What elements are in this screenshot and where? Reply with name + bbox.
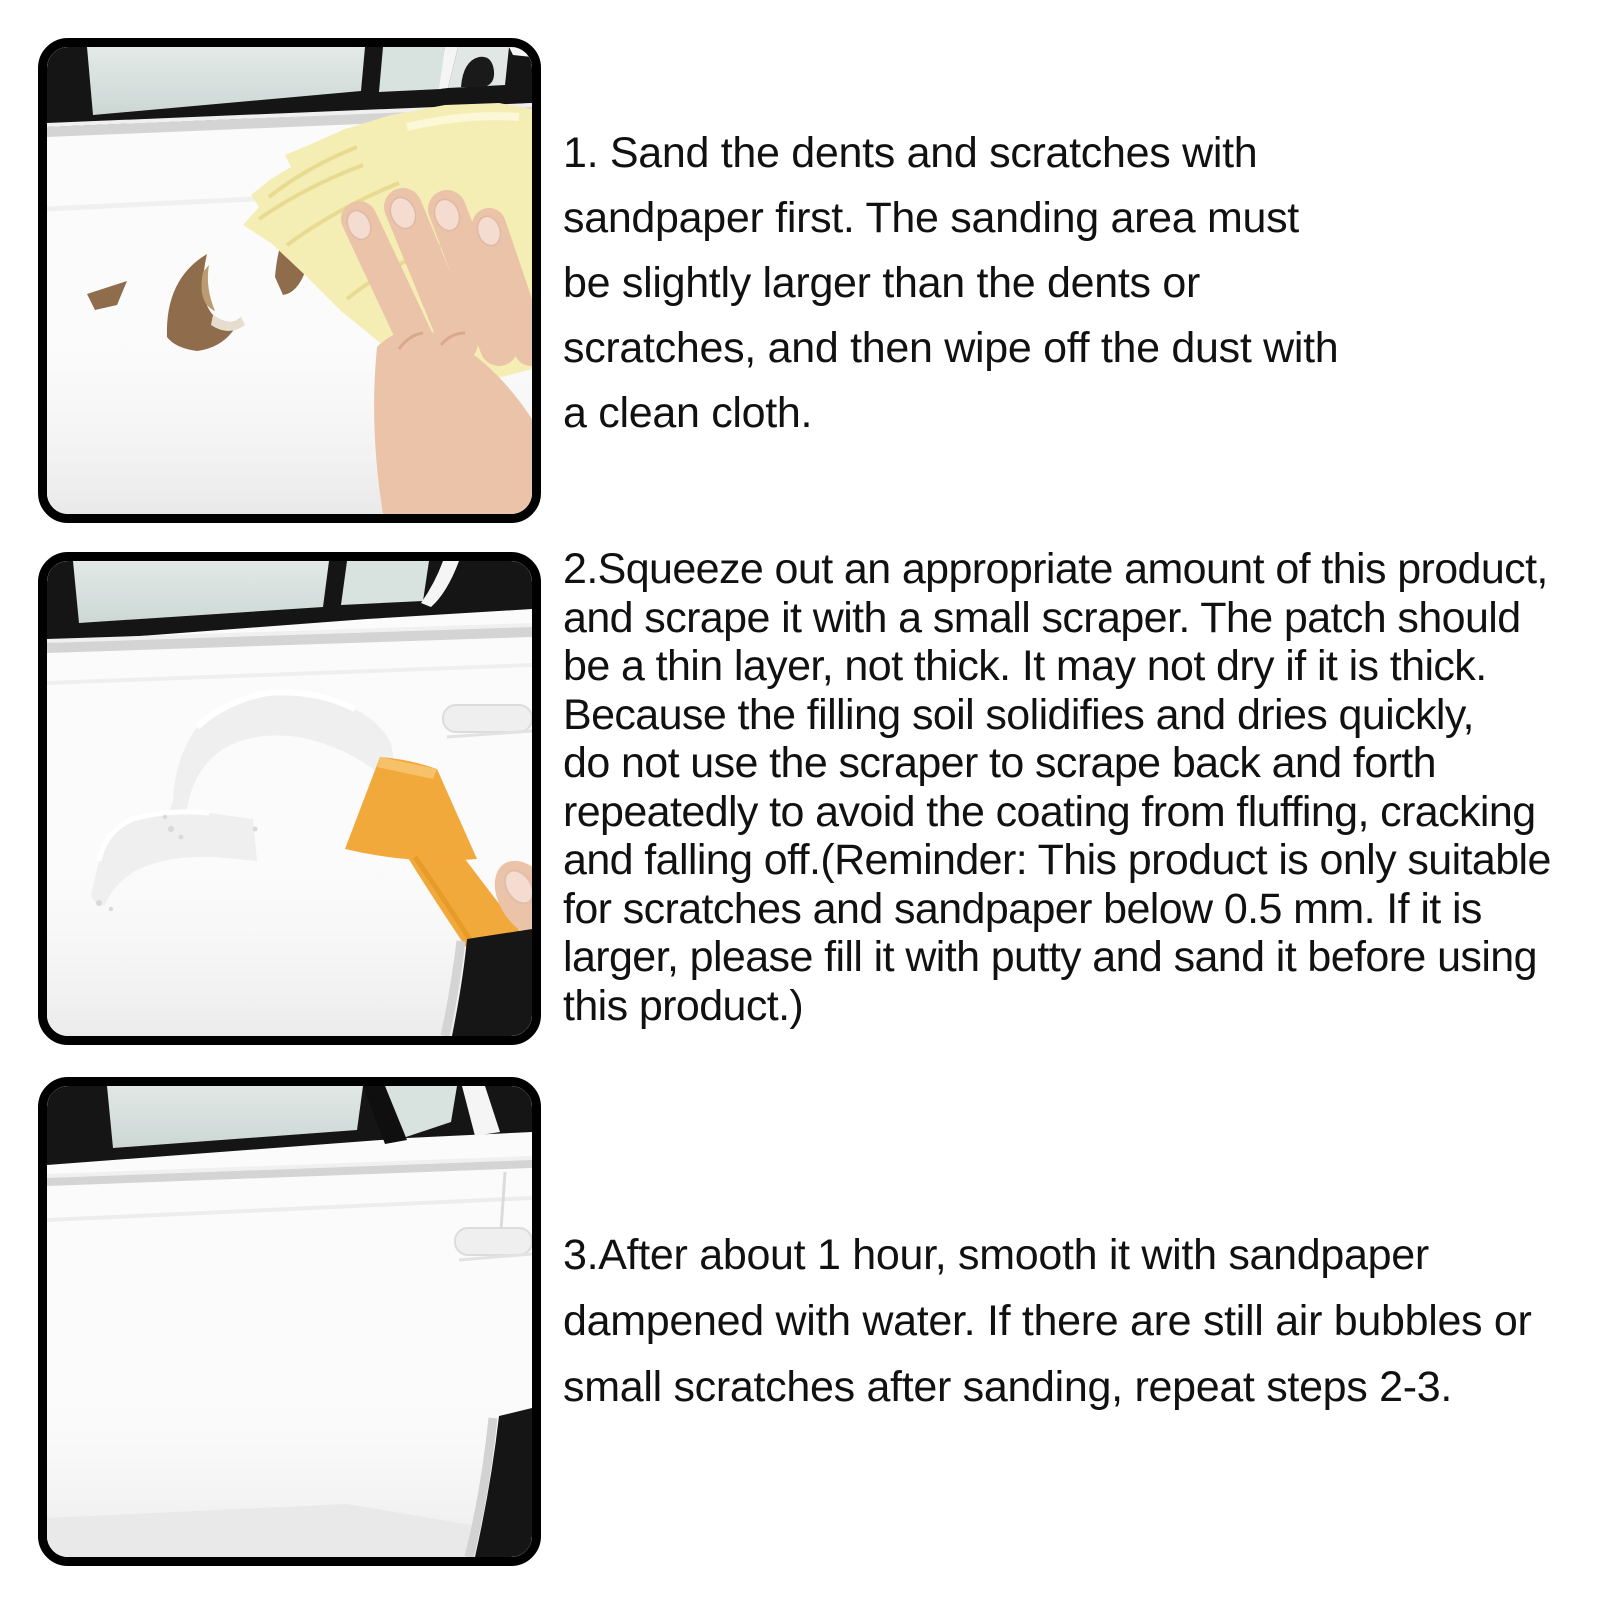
rear-window-glass [379, 47, 445, 92]
step2-text-line: and falling off.(Reminder: This product is only suitable [563, 836, 1551, 884]
step1-text-line: be slightly larger than the dents or [563, 259, 1200, 307]
step2-instructions [563, 545, 1551, 1030]
step2-text-line: for scratches and sandpaper below 0.5 mm. If it is [563, 884, 1482, 933]
step3-photo-frame [38, 1077, 541, 1566]
step2-text-line: larger, please fill it with putty and sand it before using [563, 933, 1537, 981]
door-handle [455, 1228, 532, 1255]
step1-photo-car-door-wiping [47, 47, 532, 514]
step1-instructions [563, 121, 1338, 446]
step3-photo-clean-door [47, 1086, 532, 1557]
step3-text-line: dampened with water. If there are still air bubbles or [563, 1297, 1532, 1345]
step2-text-line: be a thin layer, not thick. It may not dry if it is thick. [563, 642, 1487, 690]
step2-photo-frame [38, 552, 541, 1045]
step1-photo-frame [38, 38, 541, 523]
step1-text-line: sandpaper first. The sanding area must [563, 194, 1299, 242]
door-handle [443, 705, 532, 732]
step2-text-line: 2.Squeeze out an appropriate amount of this product, [563, 545, 1548, 593]
step2-text-line: repeatedly to avoid the coating from fluffing, cracking [563, 787, 1536, 836]
step1-text-line: scratches, and then wipe off the dust with [563, 324, 1339, 372]
step2-photo-putty-scraping [47, 561, 532, 1036]
step1-text-line: a clean cloth. [563, 389, 813, 437]
rear-window-glass [341, 561, 429, 605]
step2-text-line: Because the filling soil solidifies and dries quickly, [563, 690, 1474, 739]
step2-text-line: this product.) [563, 981, 804, 1030]
step2-text-line: and scrape it with a small scraper. The patch should [563, 593, 1521, 642]
step1-text-line: 1. Sand the dents and scratches with [563, 129, 1258, 177]
step2-text-line: do not use the scraper to scrape back and forth [563, 739, 1436, 787]
step3-text-line: 3.After about 1 hour, smooth it with sandpaper [563, 1231, 1429, 1279]
step3-text-line: small scratches after sanding, repeat steps 2-3. [563, 1363, 1453, 1411]
step3-instructions [563, 1222, 1532, 1420]
